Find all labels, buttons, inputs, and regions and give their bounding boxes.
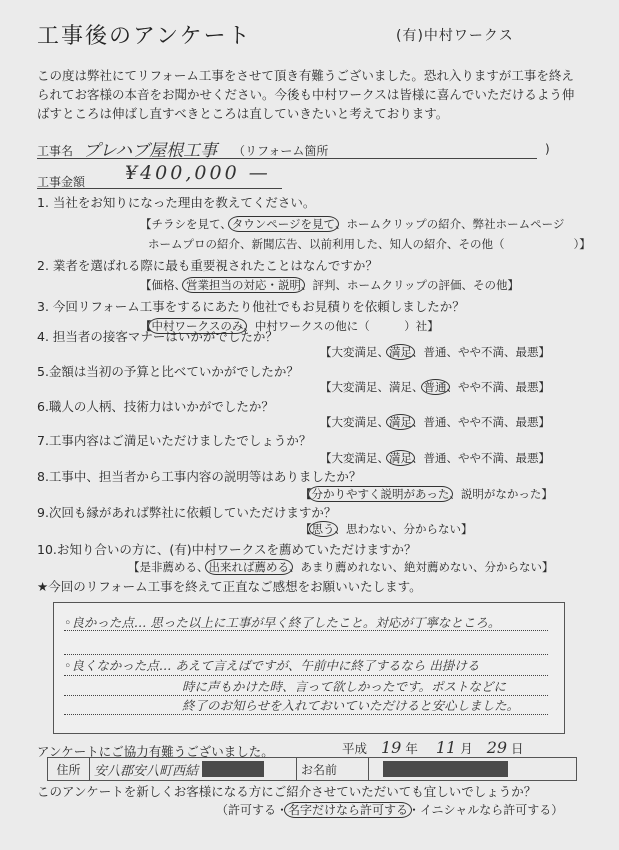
- option-text: 、評判、ホームクリップの評価、その他】: [301, 278, 520, 292]
- date-month-label: 月: [460, 741, 473, 756]
- location-label: （リフォーム箇所: [233, 144, 329, 158]
- dotted-line: [64, 654, 548, 655]
- question-1-options: [140, 216, 564, 232]
- option-text: 【是非薦める、: [128, 560, 209, 574]
- option-text: 【: [140, 319, 152, 333]
- name-field[interactable]: [369, 758, 574, 780]
- amount-field[interactable]: [37, 162, 282, 189]
- option-text: 【価格、: [140, 278, 186, 292]
- option-text: 【チラシを見て、: [140, 217, 232, 231]
- option-text: 、普通、やや不満、最悪】: [412, 345, 550, 359]
- location-close: ): [545, 142, 550, 156]
- option-text: 、ホームクリップの紹介、弊社ホームページ: [335, 217, 565, 231]
- project-name-field[interactable]: [37, 138, 550, 161]
- option-text: ・イニシャルなら許可する）: [408, 803, 564, 817]
- selected-option[interactable]: 満足: [386, 414, 415, 430]
- date-year: 19: [381, 738, 402, 757]
- dotted-line: [64, 714, 548, 715]
- form-title: 工事後のアンケート: [37, 24, 252, 49]
- question-2-options: [140, 277, 519, 293]
- question-8-options: [300, 486, 553, 502]
- selected-option[interactable]: 名字だけなら許可する: [284, 802, 412, 818]
- question-5-options: [320, 379, 550, 395]
- consent-options: [216, 801, 563, 818]
- date-day: 29: [486, 738, 508, 757]
- selected-option[interactable]: タウンページを見て: [228, 216, 339, 232]
- survey-date: [342, 738, 524, 757]
- option-text: 、普通、やや不満、最悪】: [412, 451, 550, 465]
- option-text: 、普通、やや不満、最悪】: [412, 415, 550, 429]
- option-text: （許可する・: [216, 803, 289, 817]
- selected-option[interactable]: 満足: [386, 344, 415, 360]
- question-6: 6.職人の人柄、技術力はいかがでしたか？: [37, 399, 274, 414]
- thanks-text: アンケートにご協力有難うございました。: [37, 744, 274, 759]
- option-text: 、あまり薦めれない、絶対薦めない、分からない】: [289, 560, 554, 574]
- project-name-label: 工事名: [37, 144, 74, 158]
- consent-question: このアンケートを新しくお客様になる方にご紹介させていただいても宜しいでしょうか？: [37, 784, 537, 799]
- question-7-options: [320, 450, 550, 466]
- question-6-options: [320, 414, 550, 430]
- question-2: 2. 業者を選ばれる際に最も重要視されたことはなんですか？: [37, 258, 378, 273]
- question-4-options: [320, 344, 550, 360]
- address-value: 安八郡安八町西結: [94, 763, 199, 779]
- company-name: (有)中村ワークス: [396, 28, 514, 44]
- option-text: 【大変満足、満足、: [320, 380, 424, 394]
- selected-option[interactable]: 営業担当の対応・説明: [182, 277, 305, 293]
- option-text: 【: [300, 522, 312, 536]
- dotted-line: [64, 675, 548, 676]
- date-era: 平成: [342, 741, 368, 756]
- option-text: 【大変満足、: [320, 451, 389, 465]
- option-text: 、中村ワークスの他に（ ）社】: [243, 319, 439, 333]
- option-text: 、思わない、分からない】: [334, 522, 473, 536]
- option-text: 、説明がなかった】: [449, 487, 553, 501]
- question-3: 3. 今回リフォーム工事をするにあたり他社でもお見積りを依頼しましたか？: [37, 299, 465, 314]
- date-year-label: 年: [405, 741, 418, 756]
- comment-prompt: ★今回のリフォーム工事を終えて正直なご感想をお願いいたします。: [37, 579, 422, 594]
- comment-box[interactable]: [53, 602, 565, 734]
- question-7: 7.工事内容はご満足いただけましたでしょうか？: [37, 433, 312, 448]
- question-4: 4. 担当者の接客マナーはいかがでしたか？: [37, 329, 278, 344]
- selected-option[interactable]: 分かりやすく説明があった: [308, 486, 454, 502]
- comment-line: ◦良かった点… 思った以上に工事が早く終了したこと。対応が丁寧なところ。: [64, 615, 501, 630]
- selected-option[interactable]: 満足: [386, 450, 415, 466]
- address-field[interactable]: [90, 758, 297, 780]
- comment-line: 時に声もかけた時、言って欲しかったです。ポストなどに: [182, 679, 507, 694]
- comment-line: 終了のお知らせを入れておいていただけると安心しました。: [182, 698, 520, 713]
- customer-info-table: [47, 757, 577, 781]
- amount-label: 工事金額: [37, 175, 86, 189]
- option-text: 、やや不満、最悪】: [446, 380, 550, 394]
- question-1-options-line2: ホームプロの紹介、新聞広告、以前利用した、知人の紹介、その他（ ）】: [148, 237, 591, 251]
- question-9-options: [300, 521, 473, 537]
- question-9: 9.次回も縁があれば弊社に依頼していただけますか？: [37, 505, 337, 520]
- question-5: 5.金額は当初の予算と比べていかがでしたか？: [37, 364, 299, 379]
- date-month: 11: [435, 738, 457, 757]
- option-text: 【大変満足、: [320, 345, 389, 359]
- date-day-label: 日: [511, 741, 524, 756]
- comment-line: ◦良くなかった点… あえて言えばですが、午前中に終了するなら 出掛ける: [64, 658, 480, 673]
- question-8: 8.工事中、担当者から工事内容の説明等はありましたか？: [37, 469, 362, 484]
- project-name-value: プレハブ屋根工事: [83, 141, 218, 161]
- question-10: 10.お知り合いの方に、(有)中村ワークスを薦めていただけますか？: [37, 542, 417, 557]
- selected-option[interactable]: 出来れば薦める: [205, 559, 294, 575]
- selected-option[interactable]: 思う: [309, 521, 338, 537]
- option-text: 【大変満足、: [320, 415, 389, 429]
- intro-text: この度は弊社にてリフォーム工事をさせて頂き有難うございました。恐れ入りますが工事を終えられてお客様の本音をお聞かせください。今後も中村ワークスは皆様に喜んでいただけるよう伸ばすところは伸ばし直すべきところは直していきたいと考えております。: [37, 68, 575, 121]
- redacted-address: [202, 761, 264, 777]
- name-label: お名前: [297, 758, 369, 780]
- question-1: 1. 当社をお知りになった理由を教えてください。: [37, 195, 316, 210]
- address-label: 住所: [48, 758, 90, 780]
- selected-option[interactable]: 普通: [421, 379, 450, 395]
- question-10-options: [128, 559, 554, 575]
- redacted-name: [383, 761, 508, 777]
- amount-value: ¥400,000 —: [125, 162, 271, 184]
- selected-option[interactable]: 中村ワークスのみ: [148, 318, 248, 334]
- option-text: 【: [300, 487, 312, 501]
